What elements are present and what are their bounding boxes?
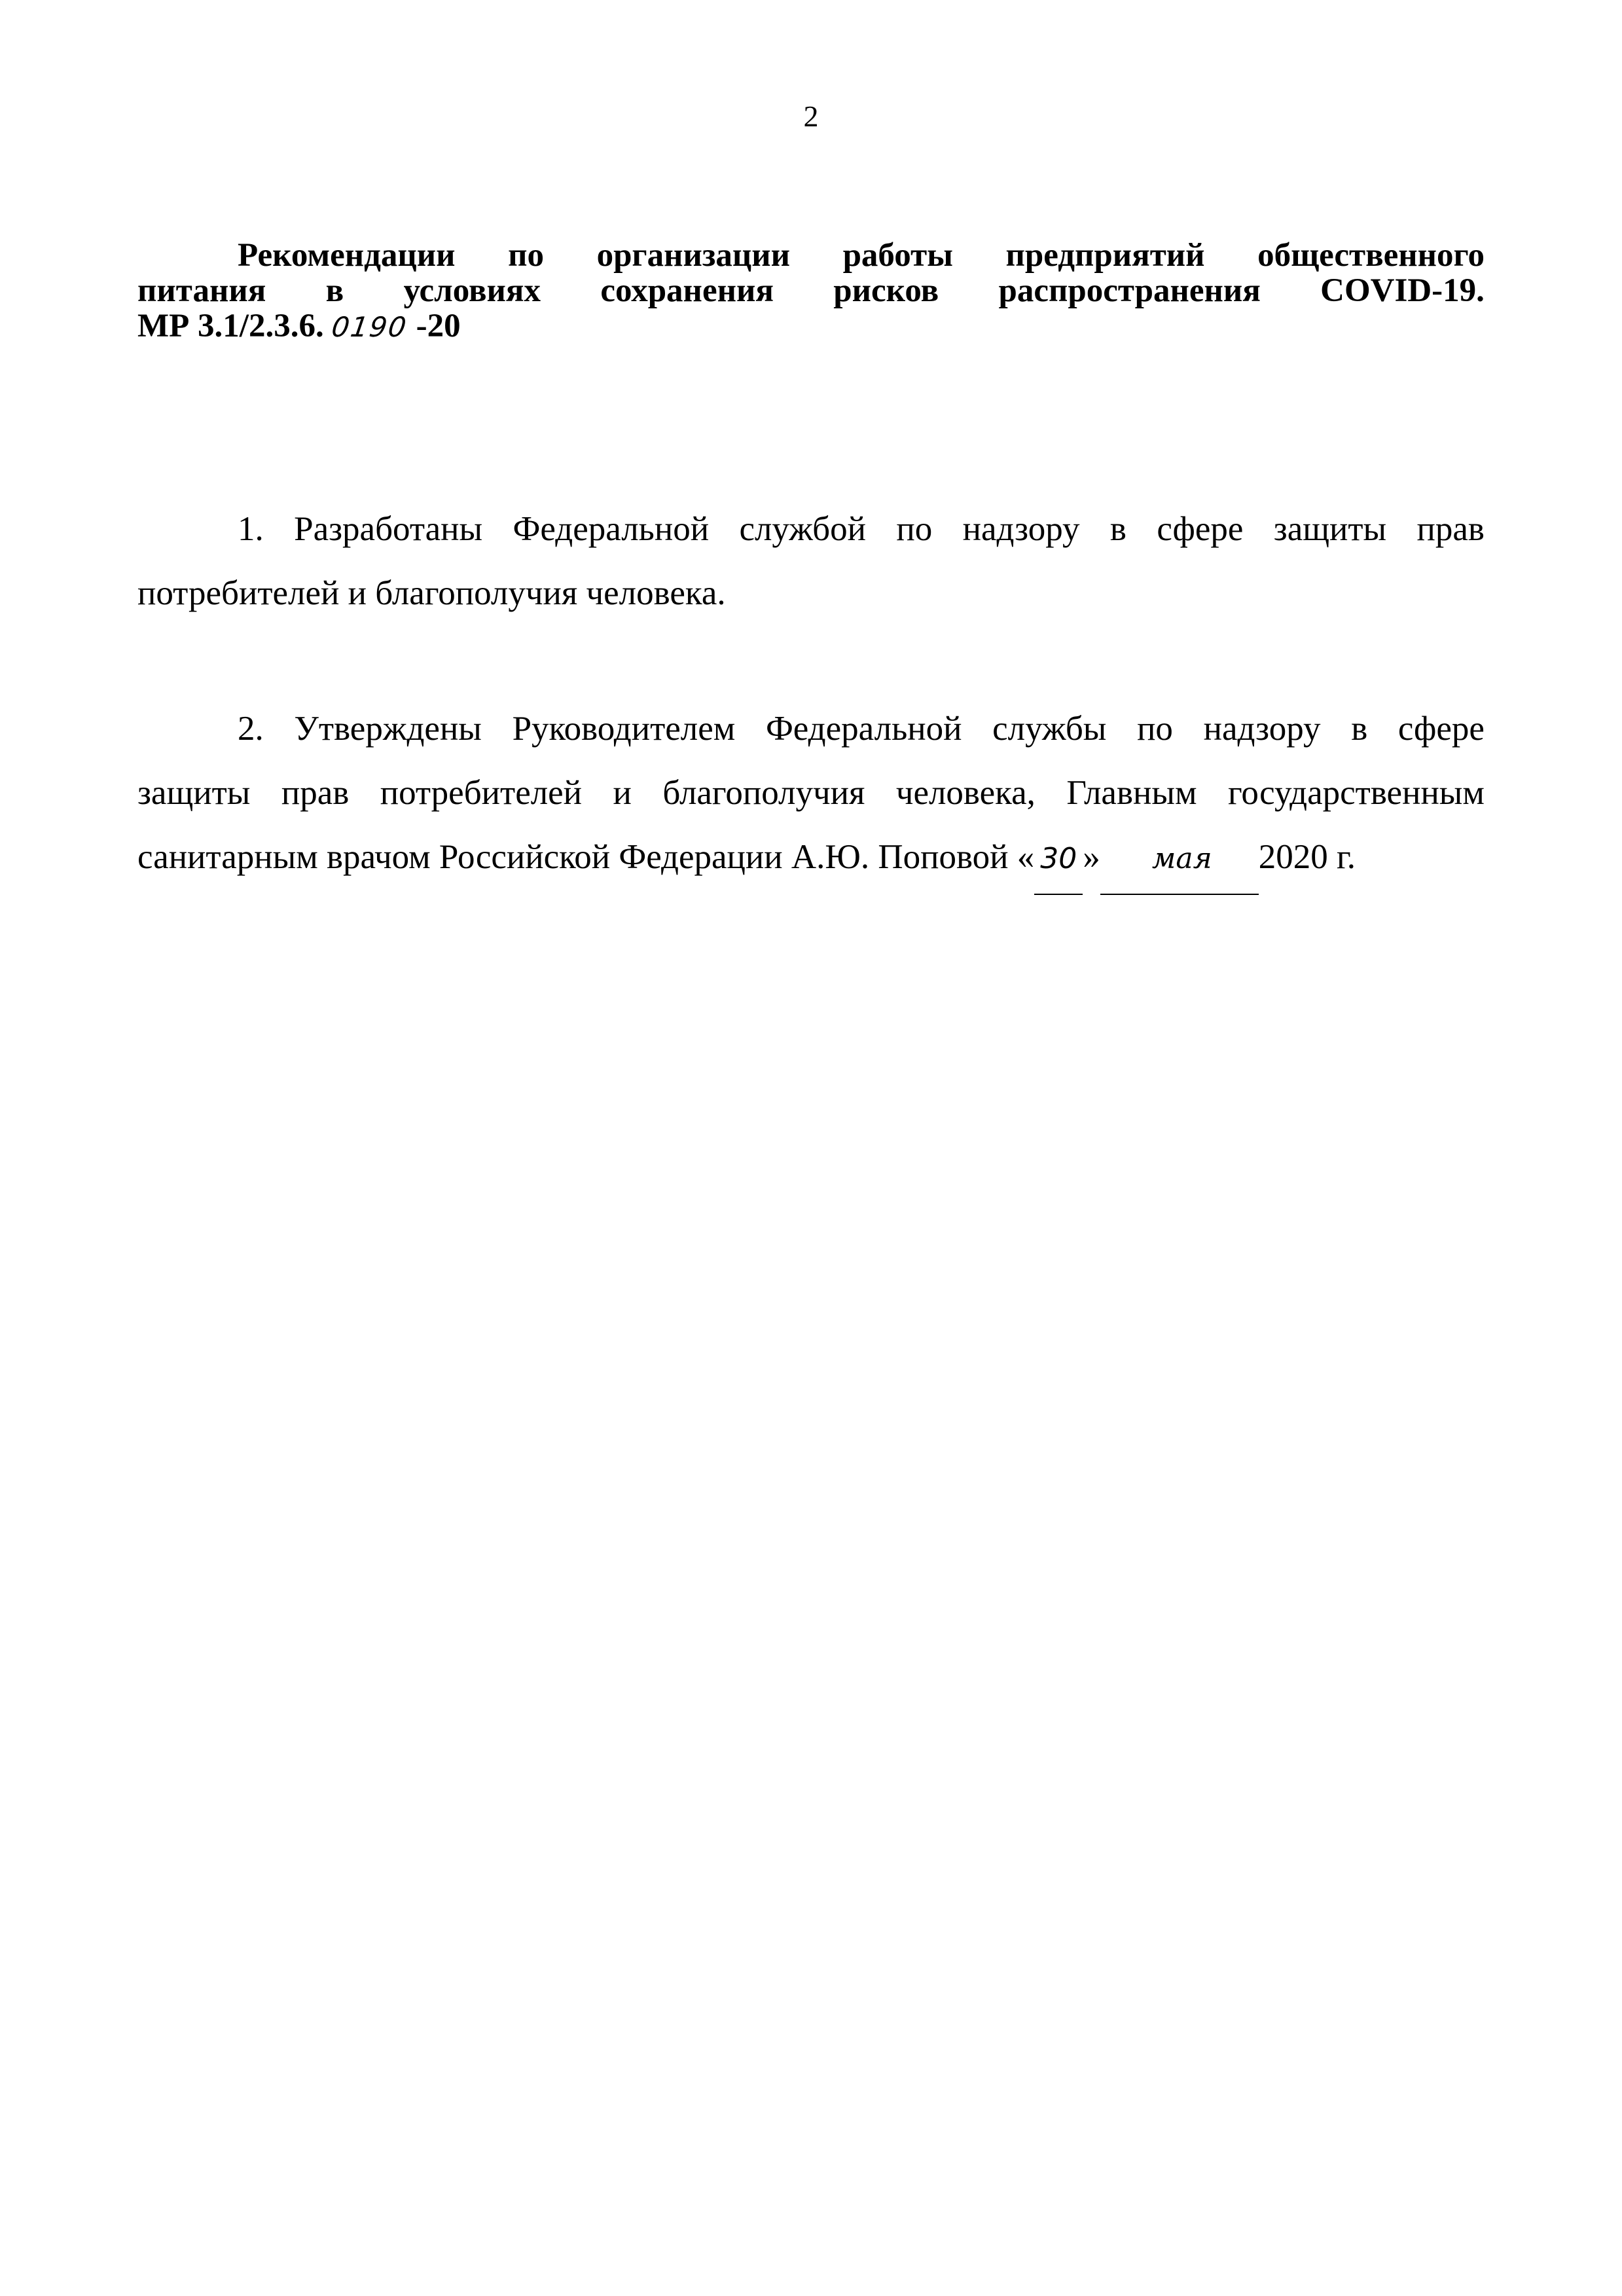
word: защиты — [137, 774, 251, 812]
paragraph-approved-by — [137, 697, 1485, 889]
word: Разработаны — [294, 510, 483, 548]
paragraph-line: потребителей и благополучия человека. — [137, 574, 726, 612]
paragraph-line — [137, 697, 1485, 761]
paragraph-developed-by — [137, 497, 1485, 625]
word: Утверждены — [294, 710, 482, 748]
word: Руководителем — [512, 710, 736, 748]
word: сфере — [1157, 510, 1244, 548]
title-word: условиях — [403, 272, 541, 309]
approval-date-line — [137, 825, 1485, 889]
word: защиты — [1273, 510, 1387, 548]
handwritten-month: мая — [1151, 842, 1212, 875]
word: и — [613, 774, 632, 812]
title-word: организации — [596, 237, 791, 274]
word: по — [1137, 710, 1173, 748]
word: по — [896, 510, 933, 548]
document-code: МР 3.1/2.3.6. — [137, 308, 324, 344]
word: в — [1109, 510, 1126, 548]
title-word: питания — [137, 272, 266, 309]
word: Главным — [1066, 774, 1197, 812]
word: прав — [281, 774, 350, 812]
handwritten-document-number: 0190 — [329, 311, 410, 343]
word: человека, — [895, 774, 1036, 812]
word: надзору — [962, 510, 1080, 548]
page-number: 2 — [803, 100, 819, 133]
word: службы — [992, 710, 1107, 748]
word: 2. — [238, 710, 264, 748]
title-line-3 — [137, 308, 1485, 344]
word: Федеральной — [765, 710, 962, 748]
word: надзору — [1203, 710, 1321, 748]
paragraph-line — [137, 761, 1485, 825]
word: службой — [739, 510, 866, 548]
title-word: по — [508, 237, 545, 274]
paragraph-line — [137, 497, 1485, 561]
document-code-suffix: -20 — [416, 308, 461, 344]
title-word: распространения — [998, 272, 1261, 309]
word: сфере — [1397, 710, 1485, 748]
word: в — [1351, 710, 1368, 748]
closing-quote: » — [1083, 838, 1100, 876]
word: благополучия — [662, 774, 865, 812]
title-line-1 — [137, 238, 1485, 273]
title-word: сохранения — [600, 272, 774, 309]
approval-text: санитарным врачом Российской Федерации А.Ю. Поповой « — [137, 838, 1035, 876]
word: Федеральной — [513, 510, 710, 548]
date-day-blank — [1034, 825, 1083, 891]
document-title — [137, 238, 1485, 344]
title-line-2 — [137, 273, 1485, 308]
title-word: предприятий — [1005, 237, 1205, 274]
title-word: работы — [842, 237, 953, 274]
title-word: в — [325, 272, 344, 309]
date-month-blank — [1100, 825, 1259, 891]
handwritten-day: 30 — [1040, 842, 1077, 875]
word: прав — [1416, 510, 1485, 548]
word: государственным — [1227, 774, 1485, 812]
word: потребителей — [380, 774, 583, 812]
title-word: рисков — [833, 272, 939, 309]
title-word: Рекомендации — [238, 237, 456, 274]
word: 1. — [238, 510, 264, 548]
title-word: общественного — [1257, 237, 1485, 274]
title-word: COVID-19. — [1320, 272, 1485, 309]
date-year: 2020 г. — [1258, 838, 1356, 876]
